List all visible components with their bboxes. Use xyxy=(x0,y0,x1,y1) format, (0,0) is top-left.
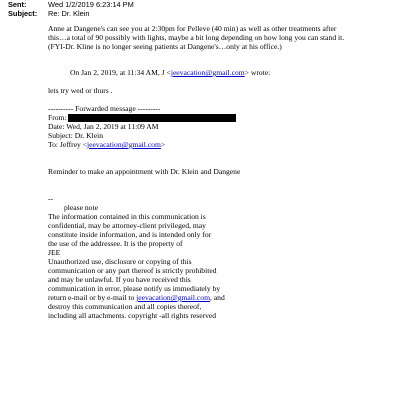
body-line: (FYI-Dr. Kline is no longer seeing patients at Dangene's…only at his office.) xyxy=(48,42,282,51)
disclaimer-return-line: return e-mail or by e-mail to jeevacation@gmail.com, and xyxy=(48,293,225,302)
disclaimer-line: JEE xyxy=(48,248,61,257)
forward-from: From: xyxy=(48,113,236,122)
disclaimer-line: Unauthorized use, disclosure or copying of this xyxy=(48,257,192,266)
quote-intro: On Jan 2, 2019, at 11:34 AM, J <jeevacation@gmail.com> wrote: xyxy=(70,68,271,77)
signature-dashes: -- xyxy=(48,194,54,203)
disclaimer-line: The information contained in this communication is xyxy=(48,212,206,221)
disclaimer-line: destroy this communication and all copies thereof, xyxy=(48,302,202,311)
reply-line: lets try wed or thurs . xyxy=(48,86,113,95)
body-line: Anne at Dangene's can see you at 2:30pm for Pelleve (40 min) as well as other treatments after xyxy=(48,24,337,33)
reminder-line: Reminder to make an appointment with Dr. Klein and Dangene xyxy=(48,167,241,176)
disclaimer-line: communication or any part thereof is strictly prohibited xyxy=(48,266,217,275)
disclaimer-line: confidential, may be attorney-client privileged, may xyxy=(48,221,206,230)
disclaimer-line: including all attachments. copyright -all rights reserved xyxy=(48,311,217,320)
forward-to: To: Jeffrey <jeevacation@gmail.com> xyxy=(48,140,166,149)
body-line: this…a total of 90 possibly with lights, maybe a bit long depending on how long you can stand it. xyxy=(48,33,345,42)
please-note: please note xyxy=(64,203,98,212)
disclaimer-line: constitute inside information, and is intended only for xyxy=(48,230,212,239)
disclaimer-line: and may be unlawful. If you have received this xyxy=(48,275,191,284)
sent-value: Wed 1/2/2019 6:23:14 PM xyxy=(48,0,134,9)
sent-row xyxy=(8,0,134,9)
disclaimer-line: the use of the addressee. It is the property of xyxy=(48,239,183,248)
forward-date: Date: Wed, Jan 2, 2019 at 11:09 AM xyxy=(48,122,159,131)
email-link[interactable]: jeevacation@gmail.com xyxy=(170,68,245,77)
sent-label: Sent: xyxy=(8,0,27,9)
email-link[interactable]: jeevacation@gmail.com xyxy=(136,293,210,302)
forward-separator: ---------- Forwarded message --------- xyxy=(48,104,161,113)
email-link[interactable]: jeevacation@gmail.com xyxy=(87,140,161,149)
subject-value: Re: Dr. Klein xyxy=(48,9,90,18)
forward-subject: Subject: Dr. Klein xyxy=(48,131,104,140)
disclaimer-line: communication in error, please notify us immediately by xyxy=(48,284,221,293)
subject-row xyxy=(8,9,90,18)
subject-label: Subject: xyxy=(8,9,38,18)
